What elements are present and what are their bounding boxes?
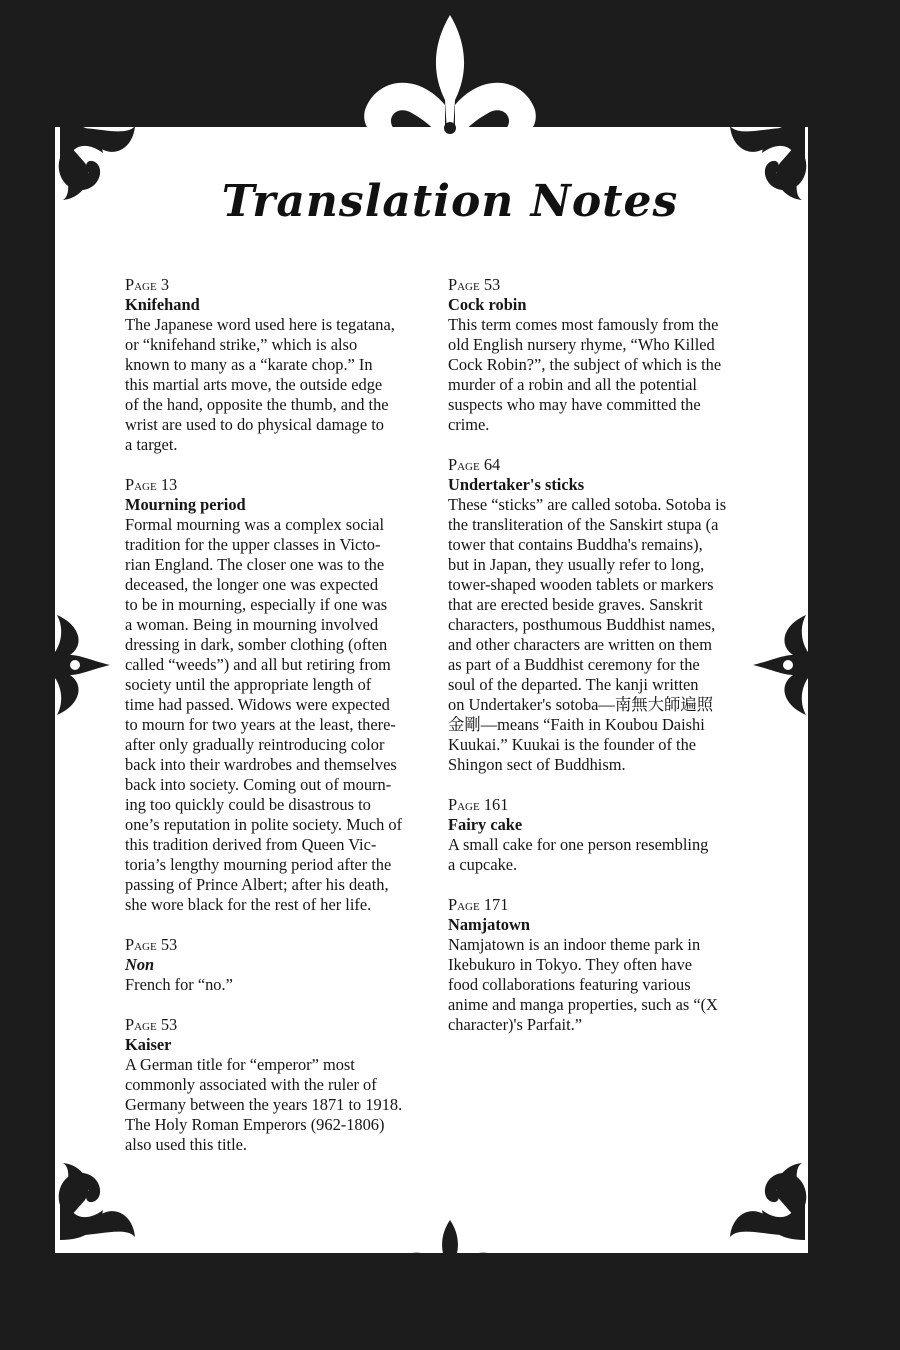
- translation-note: [448, 795, 748, 875]
- note-text-line: one’s reputation in polite society. Much of: [125, 815, 403, 834]
- note-text-line: a target.: [125, 435, 178, 454]
- note-term: Fairy cake: [448, 815, 523, 834]
- note-term: Knifehand: [125, 295, 200, 314]
- fleur-de-lis-bottom-icon: [385, 1215, 515, 1295]
- translation-note: [125, 1015, 425, 1155]
- corner-flourish-bottom-right-icon: [725, 1160, 810, 1245]
- note-text-line: tradition for the upper classes in Victo-: [125, 535, 381, 554]
- note-page-label: Page 171: [448, 895, 509, 914]
- note-text-line: back into their wardrobes and themselves: [125, 755, 397, 774]
- note-text-line: The Japanese word used here is tegatana,: [125, 315, 395, 334]
- note-text-line: a cupcake.: [448, 855, 518, 874]
- note-text-line: characters, posthumous Buddhist names,: [448, 615, 716, 634]
- note-text-line: French for “no.”: [125, 975, 233, 994]
- translation-note: [125, 475, 425, 915]
- note-page-label: Page 53: [448, 275, 501, 294]
- note-text-line: wrist are used to do physical damage to: [125, 415, 384, 434]
- note-text-line: that are erected beside graves. Sanskrit: [448, 595, 703, 614]
- note-text-line: suspects who may have committed the: [448, 395, 701, 414]
- note-text-line: as part of a Buddhist ceremony for the: [448, 655, 700, 674]
- note-text-line: 金剛—means “Faith in Koubou Daishi: [448, 715, 705, 734]
- note-text-line: tower-shaped wooden tablets or markers: [448, 575, 714, 594]
- translation-note: [125, 935, 425, 995]
- translation-note: [125, 275, 425, 455]
- note-text-line: but in Japan, they usually refer to long,: [448, 555, 705, 574]
- note-text-line: food collaborations featuring various: [448, 975, 691, 994]
- note-text-line: commonly associated with the ruler of: [125, 1075, 377, 1094]
- note-text-line: The Holy Roman Emperors (962-1806): [125, 1115, 385, 1134]
- note-text-line: of the hand, opposite the thumb, and the: [125, 395, 389, 414]
- note-text-line: A small cake for one person resembling: [448, 835, 709, 854]
- note-text-line: to be in mourning, especially if one was: [125, 595, 388, 614]
- note-text-line: Germany between the years 1871 to 1918.: [125, 1095, 403, 1114]
- note-text-line: toria’s lengthy mourning period after the: [125, 855, 392, 874]
- note-text-line: A German title for “emperor” most: [125, 1055, 355, 1074]
- note-text-line: a woman. Being in mourning involved: [125, 615, 379, 634]
- note-term: Cock robin: [448, 295, 527, 314]
- note-page-label: Page 161: [448, 795, 509, 814]
- note-text-line: old English nursery rhyme, “Who Killed: [448, 335, 715, 354]
- note-text-line: murder of a robin and all the potential: [448, 375, 697, 394]
- note-page-label: Page 64: [448, 455, 501, 474]
- note-term: Namjatown: [448, 915, 530, 934]
- translation-note: [448, 455, 748, 775]
- note-text-line: dressing in dark, somber clothing (often: [125, 635, 388, 654]
- note-term: Non: [125, 955, 155, 974]
- note-text-line: also used this title.: [125, 1135, 248, 1154]
- note-text-line: ing too quickly could be disastrous to: [125, 795, 371, 814]
- note-text-line: and other characters are written on them: [448, 635, 712, 654]
- note-term: Mourning period: [125, 495, 246, 514]
- note-text-line: Shingon sect of Buddhism.: [448, 755, 626, 774]
- note-page-label: Page 3: [125, 275, 170, 294]
- left-column: [125, 275, 425, 1175]
- note-text-line: on Undertaker's sotoba—南無大師遍照: [448, 695, 714, 714]
- note-page-label: Page 53: [125, 1015, 178, 1034]
- note-page-label: Page 13: [125, 475, 178, 494]
- note-text-line: tower that contains Buddha's remains),: [448, 535, 703, 554]
- note-text-line: after only gradually reintroducing color: [125, 735, 385, 754]
- note-text-line: character)'s Parfait.”: [448, 1015, 582, 1034]
- note-text-line: Ikebukuro in Tokyo. They often have: [448, 955, 693, 974]
- note-text-line: to mourn for two years at the least, there-: [125, 715, 396, 734]
- note-text-line: soul of the departed. The kanji written: [448, 675, 699, 694]
- note-text-line: back into society. Coming out of mourn-: [125, 775, 392, 794]
- note-text-line: Kuukai.” Kuukai is the founder of the: [448, 735, 697, 754]
- note-text-line: anime and manga properties, such as “(X: [448, 995, 718, 1014]
- note-text-line: rian England. The closer one was to the: [125, 555, 385, 574]
- note-text-line: crime.: [448, 415, 490, 434]
- side-flourish-right-icon: [748, 610, 808, 720]
- note-text-line: These “sticks” are called sotoba. Sotoba is: [448, 495, 727, 514]
- note-text-line: time had passed. Widows were expected: [125, 695, 390, 714]
- note-text-line: or “knifehand strike,” which is also: [125, 335, 358, 354]
- note-text-line: known to many as a “karate chop.” In: [125, 355, 373, 374]
- note-term: Undertaker's sticks: [448, 475, 585, 494]
- note-text-line: Namjatown is an indoor theme park in: [448, 935, 701, 954]
- page-title: Translation Notes: [221, 176, 679, 227]
- note-text-line: the transliteration of the Sanskirt stupa (a: [448, 515, 719, 534]
- side-flourish-left-icon: [55, 610, 115, 720]
- note-text-line: This term comes most famously from the: [448, 315, 719, 334]
- note-text-line: society until the appropriate length of: [125, 675, 372, 694]
- note-text-line: this tradition derived from Queen Vic-: [125, 835, 377, 854]
- note-text-line: she wore black for the rest of her life.: [125, 895, 372, 914]
- note-text-line: this martial arts move, the outside edge: [125, 375, 383, 394]
- note-text-line: passing of Prince Albert; after his death,: [125, 875, 389, 894]
- right-column: [448, 275, 748, 1055]
- fleur-de-lis-top-icon: [345, 10, 555, 185]
- note-text-line: Cock Robin?”, the subject of which is the: [448, 355, 722, 374]
- note-text-line: called “weeds”) and all but retiring from: [125, 655, 391, 674]
- note-text-line: Formal mourning was a complex social: [125, 515, 385, 534]
- note-page-label: Page 53: [125, 935, 178, 954]
- translation-note: [448, 895, 748, 1035]
- translation-note: [448, 275, 748, 435]
- note-text-line: deceased, the longer one was expected: [125, 575, 379, 594]
- note-term: Kaiser: [125, 1035, 172, 1054]
